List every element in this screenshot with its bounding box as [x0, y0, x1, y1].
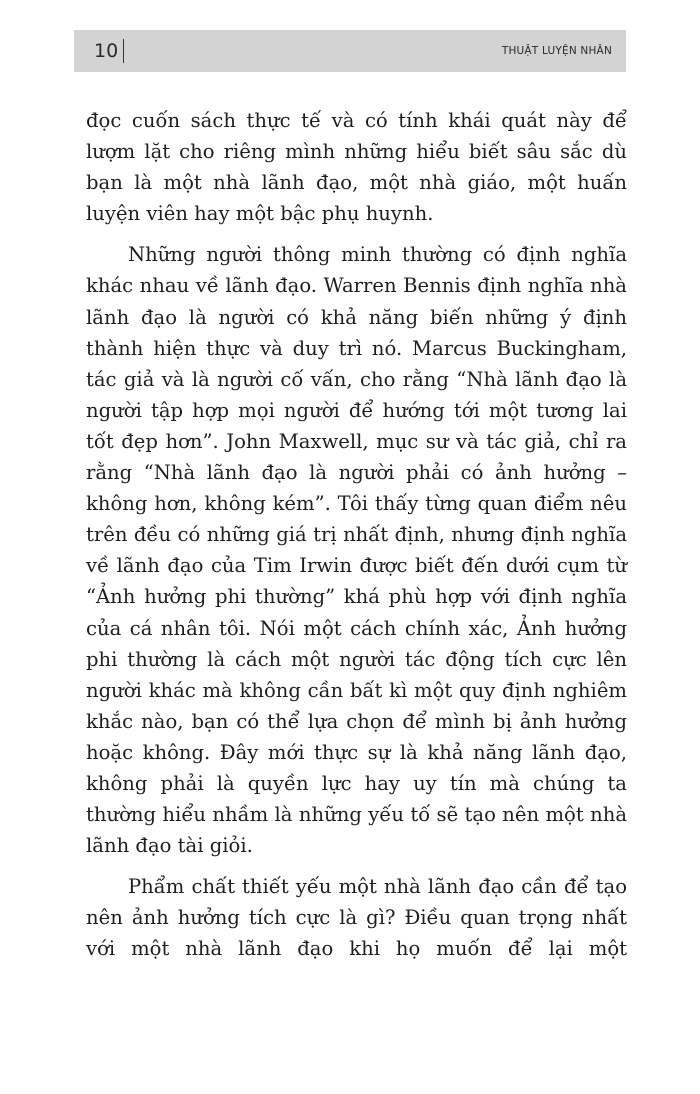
header-divider [123, 39, 124, 63]
paragraph-continued: đọc cuốn sách thực tế và có tính khái quát này để lượm lặt cho riêng mình những hiểu biết sâu sắc dù bạn là một nhà lãnh đạo, một nhà giáo, một huấn luyện viên hay một bậc phụ huynh. [86, 109, 627, 226]
paragraph-leadership-definitions: Những người thông minh thường có định nghĩa khác nhau về lãnh đạo. Warren Bennis định nghĩa nhà lãnh đạo là người có khả năng biến những ý định thành hiện thực và duy trì nó. Marcus Buckingham, tác giả và là người cố vấn, cho rằng “Nhà lãnh đạo là người tập hợp mọi người để hướng tới một tương lai tốt đẹp hơn”. John Maxwell, mục sư và tác giả, chỉ ra rằng “Nhà lãnh đạo là người phải có ảnh hưởng – không hơn, không kém”. Tôi thấy từng quan điểm nêu trên đều có những giá trị nhất định, nhưng định nghĩa về lãnh đạo của Tim Irwin được biết đến dưới cụm từ “Ảnh hưởng phi thường” khá phù hợp với định nghĩa của cá nhân tôi. Nói một cách chính xác, Ảnh hưởng phi thường là cách một người tác động tích cực lên người khác mà không cần bất kì một quy định nghiêm khắc nào, bạn có thể lựa chọn để mình bị ảnh hưởng hoặc không. Đây mới thực sự là khả năng lãnh đạo, không phải là quyền lực hay uy tín mà chúng ta thường hiểu nhầm là những yếu tố sẽ tạo nên một nhà lãnh đạo tài giỏi. [86, 243, 627, 858]
running-header [74, 30, 626, 72]
body-text [86, 105, 627, 965]
paragraph-essential-quality: Phẩm chất thiết yếu một nhà lãnh đạo cần để tạo nên ảnh hưởng tích cực là gì? Điều quan trọng nhất với một nhà lãnh đạo khi họ muốn để lại một [86, 875, 627, 961]
page-number: 10 [94, 40, 119, 62]
running-title: THUẬT LUYỆN NHÂN [501, 45, 612, 57]
